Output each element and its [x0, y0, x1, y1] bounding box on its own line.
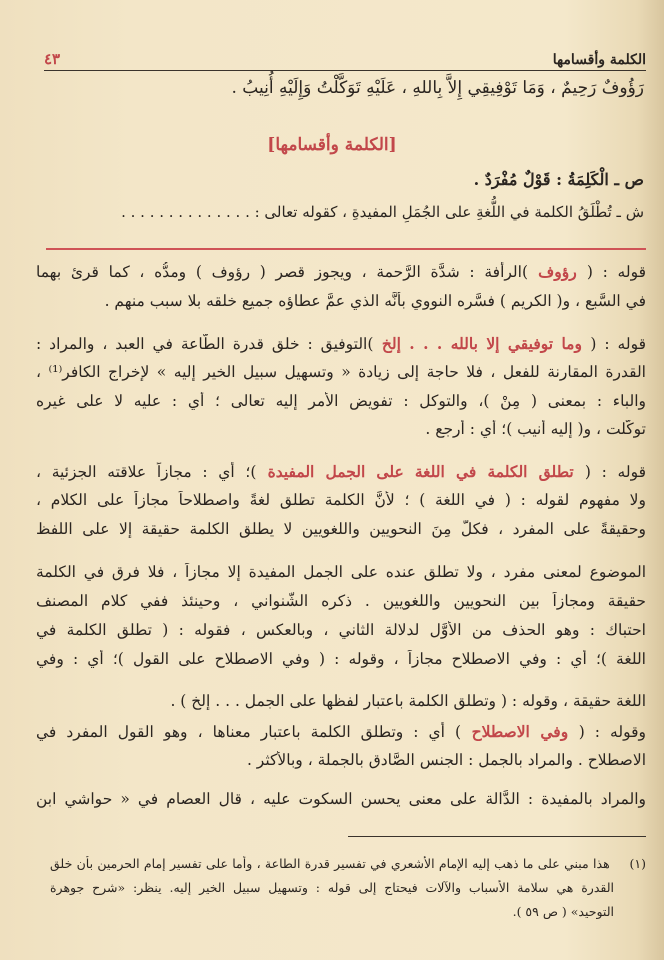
lemma-highlight: وما توفيقي إلا بالله . . . إلخ	[373, 334, 591, 353]
matn-shin-line: ش ـ تُطْلَقُ الكلمة في اللُّغةِ على الجُمَلِ المفيدةِ ، كقوله تعالى : . . . . . . . . . . . . . .	[121, 203, 644, 221]
matn-commentary-divider	[46, 248, 646, 250]
lemma-highlight: رؤوف	[528, 262, 587, 281]
footnote-divider	[348, 836, 646, 837]
commentary-line: ولا مفهوم لقوله : ( في اللغة ) ؛ لأنَّ الكلمة تطلق لغةً واصطلاحاً مجازاً على الكلام ،	[36, 491, 646, 509]
commentary-line: والباء : بمعنى ( مِنْ )، والتوكل : تفويض الأمر إليه تعالى ؛ أي : عليه لا على غيره	[36, 392, 646, 410]
running-header	[44, 44, 646, 68]
commentary-text: )التوفيق : خلق قدرة الطَّاعة في العبد ، والمراد :	[36, 335, 374, 353]
commentary-line	[36, 334, 646, 353]
commentary-line: والمراد بالمفيدة : الدَّالة على معنى يحسن السكوت عليه ، قال العصام في « حواشي ابن	[36, 790, 646, 808]
lemma-open: قوله : (	[590, 335, 646, 353]
matn-sad-line: ص ـ الْكَلِمَةُ : قَوْلٌ مُفْرَدٌ .	[473, 170, 644, 189]
commentary-line: حقيقة ومجازاً بين النحويين واللغويين . ذكره الشَّنواني ، وحينئذ ففي كلام المصنف	[36, 592, 646, 610]
commentary-line: توكَّلت ، و( إليه أنيب )؛ أي : أرجع .	[425, 420, 646, 438]
commentary-line: الموضوع لمعنى مفرد ، ولا تطلق عنده على الجمل المفيدة إلا مجازاً ، فلا فرق في الكلمة	[36, 563, 646, 581]
footnote-line: القدرة هي سلامة الأسباب والآلات فيحتاج إلى قوله : وتسهيل سبيل الخير إليه. ينظر: «شرح جوهرة	[50, 880, 614, 895]
verse-line: رَؤُوفٌ رَحِيمٌ ، وَمَا تَوْفِيقِي إِلاَّ بِاللهِ ، عَلَيْهِ تَوَكَّلْتُ وَإِلَيْهِ أُنِيبُ .	[231, 78, 644, 98]
commentary-line: اللغة )؛ أي : وفي الاصطلاح مجازاً ، وقوله : ( وفي الاصطلاح على القول )؛ أي : وفي	[36, 650, 646, 668]
commentary-line: القدرة المقارنة للفعل ، فلا حاجة إلى زيادة « وتسهيل سبيل الخير إليه » لإخراج الكافر⁽¹⁾ ،	[36, 363, 646, 381]
commentary-line: وحقيقةً على المفرد ، فكلٌّ مِنَ النحويين واللغويين لا يطلق الكلمة حقيقة إلا على اللفظ	[36, 520, 646, 538]
section-title: [الكلمة وأقسامها]	[267, 135, 397, 155]
lemma-highlight: تطلق الكلمة في اللغة على الجمل المفيدة	[256, 462, 585, 481]
footnote-text: هذا مبني على ما ذهب إليه الإمام الأشعري في تفسير قدرة الطاعة ، وأما على تفسير إمام الحرمين بأن خلق	[50, 856, 610, 871]
commentary-line: في السَّبع ، و( الكريم ) فسَّره النووي بأنَّه الذي عمَّ عطاؤه جميع خلقه بلا سبب منهم .	[104, 292, 646, 310]
lemma-open: وقوله : (	[578, 723, 646, 741]
footnote-line	[50, 856, 646, 871]
lemma-open: قوله : (	[586, 263, 646, 281]
page-number: ٤٣	[44, 50, 61, 68]
commentary-line: الاصطلاح . والمراد بالجمل : الجنس الصَّادق بالجملة ، وبالأكثر .	[246, 751, 646, 769]
commentary-text: )الرأفة : شدَّة الرَّحمة ، ويجوز قصر ( رؤوف ) ومدُّه ، كما قرئ بهما	[36, 263, 529, 281]
commentary-line	[36, 462, 646, 481]
commentary-text: ) أي : وتطلق الكلمة باعتبار معناها ، وهو القول المفرد في	[36, 723, 462, 741]
lemma-open: قوله : (	[584, 463, 646, 481]
header-divider	[44, 70, 646, 71]
footnote-line: التوحيد» ( ص ٥٩ ).	[512, 904, 614, 919]
commentary-line: احتباك : وهو الحذف من الأوَّل لدلالة الثاني ، وبالعكس ، فقوله : ( تطلق الكلمة في	[36, 621, 646, 639]
commentary-line	[36, 262, 646, 281]
footnote-marker: (١)	[629, 856, 646, 871]
commentary-text: )؛ أي : مجازاً علاقته الجزئية ،	[36, 463, 257, 481]
commentary-line: اللغة حقيقة ، وقوله : ( وتطلق الكلمة باعتبار لفظها على الجمل . . . إلخ ) .	[170, 692, 646, 710]
commentary-line	[36, 722, 646, 741]
lemma-highlight: وفي الاصطلاح	[461, 722, 579, 741]
running-title: الكلمة وأقسامها	[552, 52, 646, 68]
